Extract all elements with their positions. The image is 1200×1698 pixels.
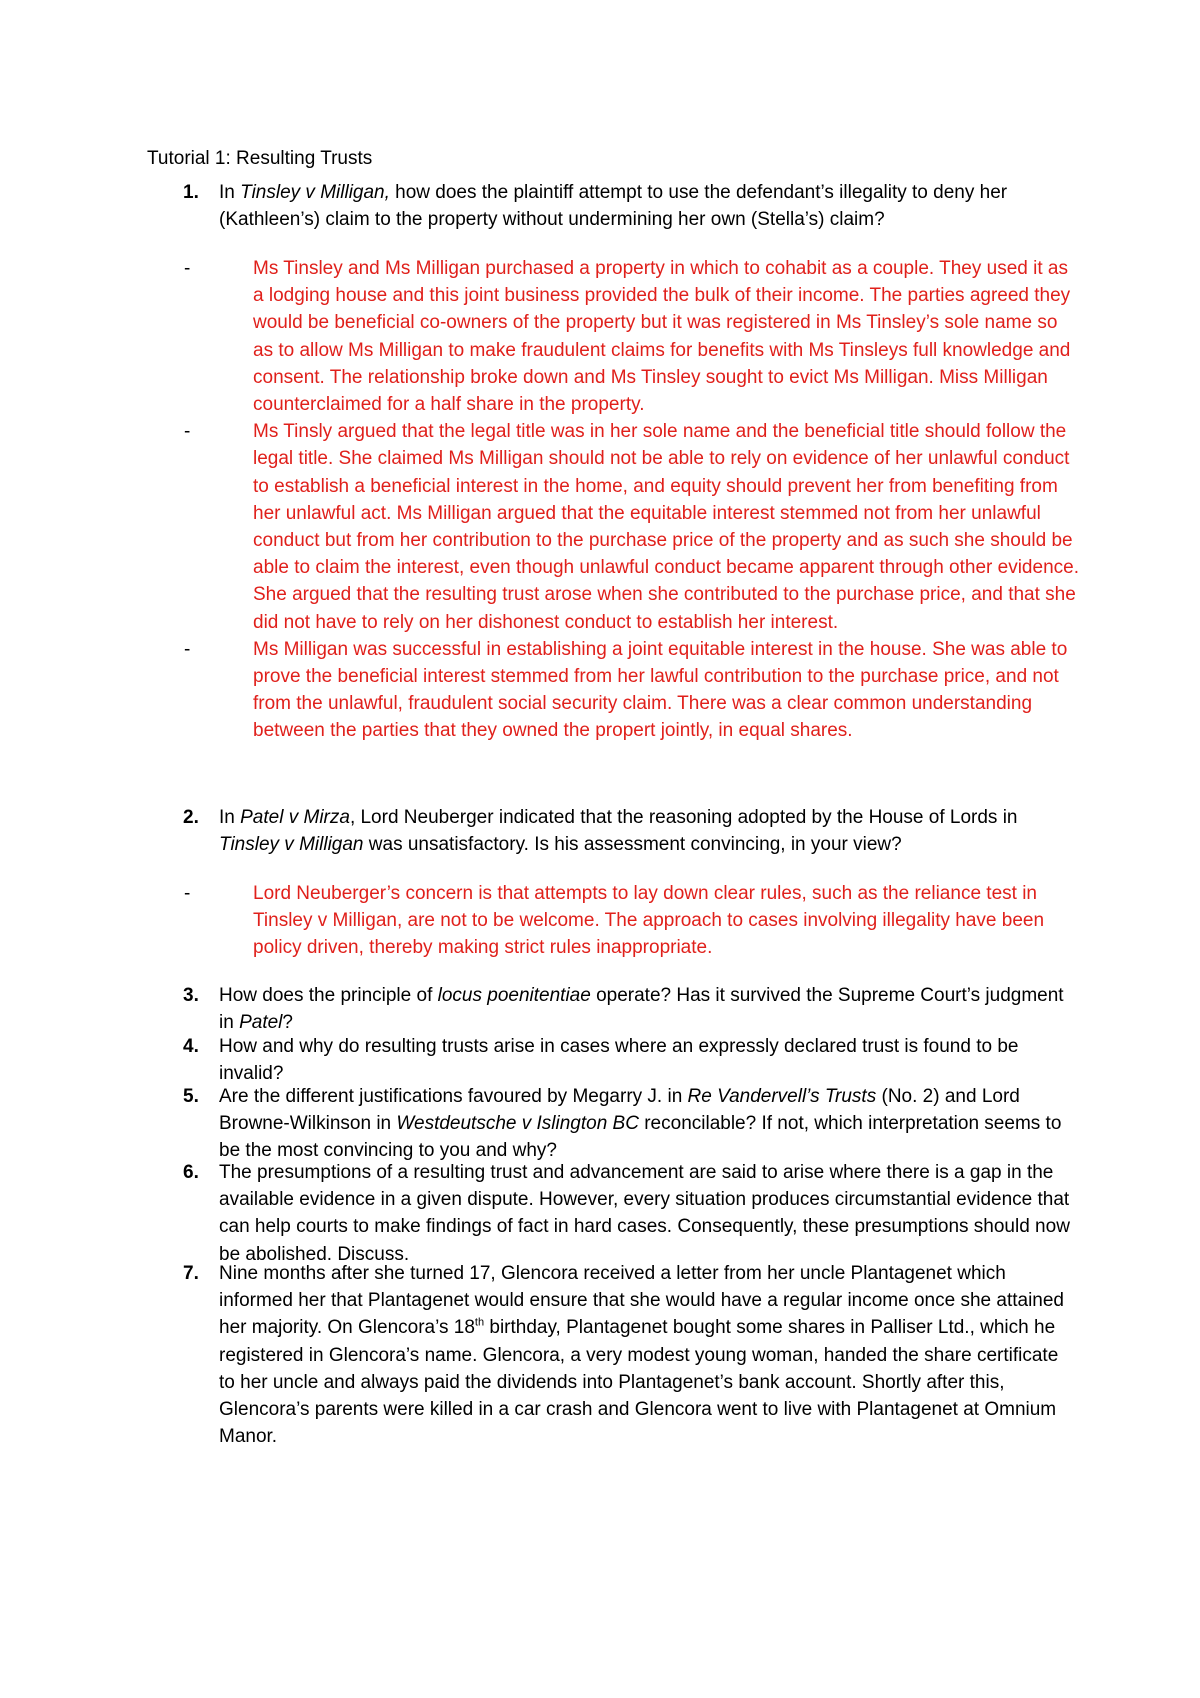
text-segment: In [219, 807, 241, 828]
answer-list-1 [184, 255, 1079, 745]
text-segment: ? [282, 1012, 293, 1034]
question-text: The presumptions of a resulting trust and advancement are said to arise where there is a gap in the available evidence in a given dispute. However, every situation produces circumstantial evidence that can help courts to make findings of fact in hard cases. Consequently, these presumptions should now be abolished. Discuss. [219, 1162, 1070, 1265]
bullet-dash: - [184, 421, 191, 443]
answer-item [184, 636, 1079, 745]
question-number: 4. [183, 1036, 199, 1057]
answer-text: Ms Milligan was successful in establishing a joint equitable interest in the house. She was able to prove the beneficial interest stemmed from her lawful contribution to the purchase price, and not from the unlawful, fraudulent social security claim. There was a clear common understanding between the parties that they owned the propert jointly, in equal shares. [253, 638, 1068, 742]
case-name: Tinsley v Milligan, [240, 182, 390, 203]
question-text [219, 982, 1077, 1036]
answer-item [184, 418, 1079, 636]
text-segment: Nine months after she turned 17, Glencora received a letter from her uncle Plantagenet which informed her that Plantagenet would ensure that she would have a regular income once she attained her majority. On Glencora’s 18 [219, 1263, 1064, 1339]
question-number: 3. [183, 985, 199, 1006]
text-segment: how does the plaintiff attempt to use the defendant’s illegality to deny her (Kathleen’s) claim to the property without undermining her own (Stella’s) claim? [219, 182, 1008, 231]
text-segment: operate? Has it survived the Supreme Court’s judgment in [219, 985, 1064, 1034]
answer-item [184, 880, 1079, 962]
answer-text: Ms Tinsly argued that the legal title was in her sole name and the beneficial title should follow the legal title. She claimed Ms Milligan should not be able to rely on evidence of her unlawful conduct to establish a beneficial interest in the home, and equity should prevent her from benefiting from her unlawful act. Ms Milligan argued that the equitable interest stemmed not from her unlawful conduct but from her contribution to the purchase price of the property and as such she should be able to claim the interest, even though unlawful conduct became apparent through other evidence. She argued that the resulting trust arose when she contributed to the purchase price, and that she did not have to rely on her dishonest conduct to establish her interest. [253, 421, 1079, 633]
question-7 [147, 1260, 1077, 1450]
question-number: 5. [183, 1086, 199, 1107]
question-number: 6. [183, 1162, 199, 1183]
case-name: Westdeutsche v Islington BC [396, 1113, 639, 1135]
question-4 [147, 1033, 1077, 1087]
question-text [219, 1260, 1077, 1450]
text-segment: (No. 2) and Lord Browne-Wilkinson in [219, 1086, 1020, 1135]
text-segment: In [219, 182, 241, 203]
text-segment: birthday, Plantagenet bought some shares in Palliser Ltd., which he registered in Glencora’s name. Glencora, a very modest young woman, handed the share certificate to her uncle and always paid the dividends into Plantagenet’s bank account. Shortly after this, Glencora’s parents were killed in a car crash and Glencora went to live with Plantagenet at Omnium Manor. [219, 1317, 1059, 1448]
question-number: 1. [183, 182, 199, 203]
question-6 [147, 1159, 1077, 1268]
text-segment: , Lord Neuberger indicated that the reasoning adopted by the House of Lords in [349, 807, 1018, 828]
document-title: Tutorial 1: Resulting Trusts [147, 148, 373, 169]
question-5 [147, 1083, 1077, 1165]
answer-text: Ms Tinsley and Ms Milligan purchased a property in which to cohabit as a couple. They used it as a lodging house and this joint business provided the bulk of their income. The parties agreed they would be beneficial co-owners of the property but it was registered in Ms Tinsley’s sole name so as to allow Ms Milligan to make fraudulent claims for benefits with Ms Tinsleys full knowledge and consent. The relationship broke down and Ms Tinsley sought to evict Ms Milligan. Miss Milligan counterclaimed for a half share in the property. [253, 258, 1071, 416]
text-segment: reconcilable? If not, which interpretation seems to be the most convincing to you and why? [219, 1113, 1062, 1162]
text-segment: Are the different justifications favoured by Megarry J. in [219, 1086, 688, 1107]
case-name: Patel v Mirza [240, 807, 350, 828]
case-name: Tinsley v Milligan [219, 834, 364, 856]
question-text [219, 804, 1077, 858]
text-segment: How does the principle of [219, 985, 438, 1006]
answer-text: Lord Neuberger’s concern is that attempts to lay down clear rules, such as the reliance test in Tinsley v Milligan, are not to be welcome. The approach to cases involving illegality have been policy driven, thereby making strict rules inappropriate. [253, 883, 1045, 959]
latin-term: locus poenitentiae [437, 985, 591, 1006]
case-name: Re Vandervell’s Trusts [687, 1086, 877, 1107]
answer-item [184, 255, 1079, 418]
bullet-dash: - [184, 258, 191, 279]
case-name: Patel [239, 1012, 283, 1034]
question-1 [147, 179, 1077, 233]
answer-list-2 [184, 880, 1079, 962]
bullet-dash: - [184, 883, 191, 904]
ordinal-suffix: th [474, 1317, 485, 1330]
text-segment: was unsatisfactory. Is his assessment convincing, in your view? [363, 834, 902, 856]
bullet-dash: - [184, 638, 191, 660]
question-text [219, 1083, 1077, 1165]
question-3 [147, 982, 1077, 1036]
question-number: 2. [183, 807, 199, 828]
question-2 [147, 804, 1077, 858]
question-text: How and why do resulting trusts arise in cases where an expressly declared trust is found to be invalid? [219, 1036, 1019, 1085]
question-text [219, 179, 1077, 233]
question-number: 7. [183, 1263, 199, 1284]
